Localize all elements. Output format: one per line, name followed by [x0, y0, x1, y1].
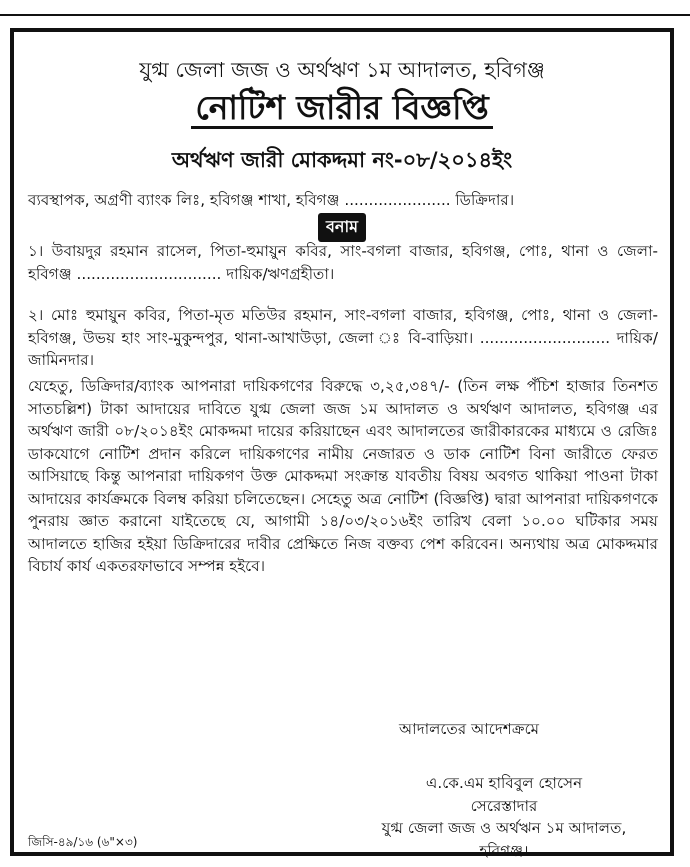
signatory-court: যুগ্ম জেলা জজ ও অর্থঋন ১ম আদালত, — [381, 819, 627, 837]
top-rule — [0, 0, 690, 16]
signatory-title: সেরেস্তাদার — [470, 796, 538, 815]
notice-headline — [14, 87, 670, 129]
court-header: যুগ্ম জেলা জজ ও অর্থঋণ ১ম আদালত, হবিগঞ্জ — [139, 58, 545, 82]
ad-code: জিসি-৪৯/১৬ (৬"×৩) — [28, 835, 138, 849]
signatory-place: হবিগঞ্জ। — [479, 841, 529, 860]
case-number: অর্থঋণ জারী মোকদ্দমা নং-০৮/২০১৪ইং — [171, 148, 513, 172]
notice-body: যেহেতু, ডিক্রিদার/ব্যাংক আপনারা দায়িকগণের বিরুদ্ধে ৩,২৫,৩৪৭/- (তিন লক্ষ পঁচিশ হাজার তিনশত সাতচল্লিশ) টাকা আদায়ের দাবিতে যুগ্ম জেলা জজ ১ম আদালত ও অর্থঋণ আদালত, হবিগঞ্জ এর অর্থঋণ জারী ০৮/২০১৪ইং মোকদ্দমা দায়ের করিয়াছেন এবং আদালতের জারীকারকের মাধ্যমে ও রেজিঃ ডাকযোগে নোটিশ প্রদান করিলে দায়িকগণের নামীয় নেজারত ও ডাক নোটিশ বিনা জারীতে ফেরত আসিয়াছে কিন্তু আপনারা দায়িকগণ উক্ত মোকদ্দমা সংক্রান্ত যাবতীয় বিষয় অবগত থাকিয়া পাওনা টাকা আদায়ের কার্যক্রমকে বিলম্ব করিয়া চলিতেছেন। সেহেতু অত্র নোটিশ (বিজ্ঞপ্তি) দ্বারা আপনারা দায়িকগণকে পুনরায় জ্ঞাত করানো যাইতেছে যে, আগামী ১৪/০৩/২০১৬ইং তারিখ বেলা ১০.০০ ঘটিকার সময় আদালতে হাজির হইয়া ডিক্রিদারের দাবীর প্রেক্ষিতে নিজ বক্তব্য পেশ করিবেন। অন্যথায় অত্র মোকদ্দমার বিচার্য কার্য একতরফাভাবে সম্পন্ন হইবে। — [28, 377, 658, 575]
defendant-2: ২। মোঃ হুমায়ুন কবির, পিতা-মৃত মতিউর রহমান, সাং-বগলা বাজার, হবিগঞ্জ, পোঃ, থানা ও জেলা-হবিগঞ্জ, উভয় হাং সাং-মুকুন্দপুর, থানা-আখাউড়া, জেলা ঃ বি-বাড়িয়া। ........................... দায়িক/জামিনদার। — [28, 306, 658, 369]
versus-label: বনাম — [318, 213, 366, 242]
order-line: আদালতের আদেশক্রমে — [399, 720, 540, 738]
defendant-1: ১। উবায়দুর রহমান রাসেল, পিতা-হুমায়ুন কবির, সাং-বগলা বাজার, হবিগঞ্জ, পোঃ, থানা ও জেলা-হবিগঞ্জ .............................. দায়িক/ঋণগ্রহীতা। — [28, 242, 658, 283]
notice-frame — [10, 28, 674, 860]
decree-holder: ব্যবস্থাপক, অগ্রণী ব্যাংক লিঃ, হবিগঞ্জ শাখা, হবিগঞ্জ ...................... ডিক্রিদার। — [28, 191, 515, 209]
signature-block — [339, 772, 669, 862]
headline-text: নোটিশ জারীর বিজ্ঞপ্তি — [191, 87, 492, 129]
versus-badge — [14, 213, 670, 242]
signatory-name: এ.কে.এম হাবিবুল হোসেন — [425, 774, 583, 792]
